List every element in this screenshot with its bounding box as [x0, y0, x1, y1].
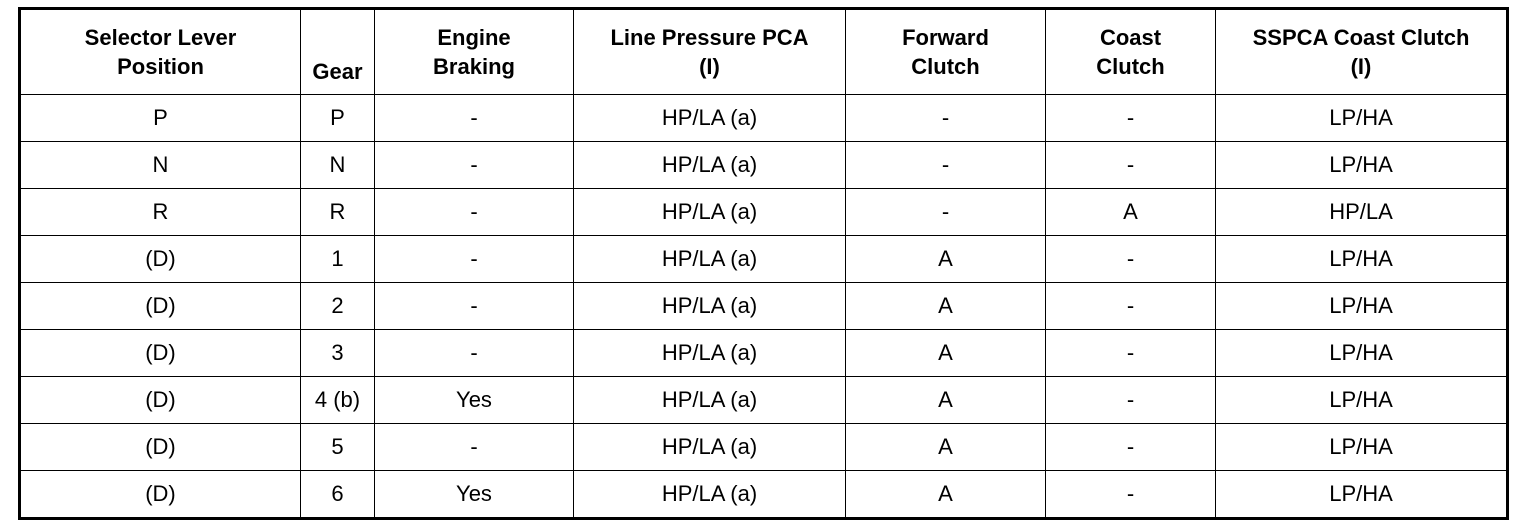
- cell-line-pressure-pca: HP/LA (a): [574, 236, 846, 283]
- header-text: (I): [1350, 54, 1372, 79]
- cell-selector-lever-position: (D): [20, 283, 301, 330]
- cell-gear: 4 (b): [301, 377, 375, 424]
- cell-selector-lever-position: (D): [20, 236, 301, 283]
- cell-forward-clutch: -: [846, 95, 1046, 142]
- cell-selector-lever-position: (D): [20, 471, 301, 519]
- cell-forward-clutch: A: [846, 330, 1046, 377]
- cell-gear: 5: [301, 424, 375, 471]
- table-row: [20, 330, 1508, 377]
- cell-line-pressure-pca: HP/LA (a): [574, 283, 846, 330]
- cell-forward-clutch: A: [846, 236, 1046, 283]
- table-header: [20, 9, 1508, 95]
- table-row: [20, 283, 1508, 330]
- cell-forward-clutch: A: [846, 424, 1046, 471]
- cell-coast-clutch: -: [1046, 95, 1216, 142]
- table-row: [20, 377, 1508, 424]
- cell-selector-lever-position: (D): [20, 424, 301, 471]
- cell-selector-lever-position: (D): [20, 377, 301, 424]
- cell-forward-clutch: -: [846, 189, 1046, 236]
- cell-coast-clutch: -: [1046, 330, 1216, 377]
- cell-engine-braking: Yes: [375, 377, 574, 424]
- cell-selector-lever-position: P: [20, 95, 301, 142]
- cell-coast-clutch: -: [1046, 142, 1216, 189]
- cell-gear: 2: [301, 283, 375, 330]
- header-text: Clutch: [1096, 54, 1165, 79]
- table-row: [20, 471, 1508, 519]
- cell-line-pressure-pca: HP/LA (a): [574, 471, 846, 519]
- cell-forward-clutch: A: [846, 283, 1046, 330]
- header-text: SSPCA Coast Clutch: [1252, 25, 1470, 50]
- cell-engine-braking: -: [375, 189, 574, 236]
- header-text: Selector Lever: [84, 25, 237, 50]
- header-selector-lever-position: [20, 9, 301, 95]
- header-text: Forward: [902, 25, 989, 50]
- cell-gear: P: [301, 95, 375, 142]
- header-forward-clutch: [846, 9, 1046, 95]
- header-engine-braking: [375, 9, 574, 95]
- cell-coast-clutch: -: [1046, 424, 1216, 471]
- cell-sspca-coast-clutch: LP/HA: [1216, 95, 1508, 142]
- cell-coast-clutch: -: [1046, 236, 1216, 283]
- cell-line-pressure-pca: HP/LA (a): [574, 95, 846, 142]
- cell-coast-clutch: -: [1046, 471, 1216, 519]
- cell-coast-clutch: -: [1046, 377, 1216, 424]
- header-text: Engine: [437, 25, 511, 50]
- cell-sspca-coast-clutch: LP/HA: [1216, 424, 1508, 471]
- cell-sspca-coast-clutch: LP/HA: [1216, 471, 1508, 519]
- table-row: [20, 424, 1508, 471]
- cell-engine-braking: -: [375, 236, 574, 283]
- cell-gear: 1: [301, 236, 375, 283]
- table-row: [20, 142, 1508, 189]
- header-row: [20, 9, 1508, 95]
- cell-gear: N: [301, 142, 375, 189]
- cell-engine-braking: -: [375, 424, 574, 471]
- cell-engine-braking: -: [375, 95, 574, 142]
- cell-selector-lever-position: N: [20, 142, 301, 189]
- header-sspca-coast-clutch: [1216, 9, 1508, 95]
- header-text: Coast: [1099, 25, 1162, 50]
- header-text: Clutch: [911, 54, 980, 79]
- header-text: Line Pressure PCA: [610, 25, 809, 50]
- cell-sspca-coast-clutch: LP/HA: [1216, 377, 1508, 424]
- cell-sspca-coast-clutch: LP/HA: [1216, 236, 1508, 283]
- cell-forward-clutch: -: [846, 142, 1046, 189]
- cell-line-pressure-pca: HP/LA (a): [574, 189, 846, 236]
- cell-sspca-coast-clutch: LP/HA: [1216, 142, 1508, 189]
- header-text: Braking: [433, 54, 515, 79]
- cell-sspca-coast-clutch: LP/HA: [1216, 330, 1508, 377]
- cell-coast-clutch: -: [1046, 283, 1216, 330]
- cell-sspca-coast-clutch: LP/HA: [1216, 283, 1508, 330]
- header-line-pressure-pca: [574, 9, 846, 95]
- cell-gear: R: [301, 189, 375, 236]
- table-body: [20, 95, 1508, 519]
- cell-sspca-coast-clutch: HP/LA: [1216, 189, 1508, 236]
- clutch-application-table: [18, 7, 1509, 520]
- cell-selector-lever-position: (D): [20, 330, 301, 377]
- cell-forward-clutch: A: [846, 377, 1046, 424]
- table-row: [20, 95, 1508, 142]
- cell-engine-braking: -: [375, 330, 574, 377]
- cell-selector-lever-position: R: [20, 189, 301, 236]
- cell-engine-braking: Yes: [375, 471, 574, 519]
- cell-line-pressure-pca: HP/LA (a): [574, 377, 846, 424]
- header-text: (I): [699, 54, 720, 79]
- cell-gear: 3: [301, 330, 375, 377]
- cell-line-pressure-pca: HP/LA (a): [574, 330, 846, 377]
- header-coast-clutch: [1046, 9, 1216, 95]
- cell-gear: 6: [301, 471, 375, 519]
- table-row: [20, 236, 1508, 283]
- header-gear: [301, 9, 375, 95]
- header-text: Gear: [312, 59, 363, 84]
- cell-line-pressure-pca: HP/LA (a): [574, 142, 846, 189]
- header-text: Position: [117, 54, 204, 79]
- cell-engine-braking: -: [375, 142, 574, 189]
- cell-coast-clutch: A: [1046, 189, 1216, 236]
- cell-line-pressure-pca: HP/LA (a): [574, 424, 846, 471]
- cell-forward-clutch: A: [846, 471, 1046, 519]
- cell-engine-braking: -: [375, 283, 574, 330]
- table-row: [20, 189, 1508, 236]
